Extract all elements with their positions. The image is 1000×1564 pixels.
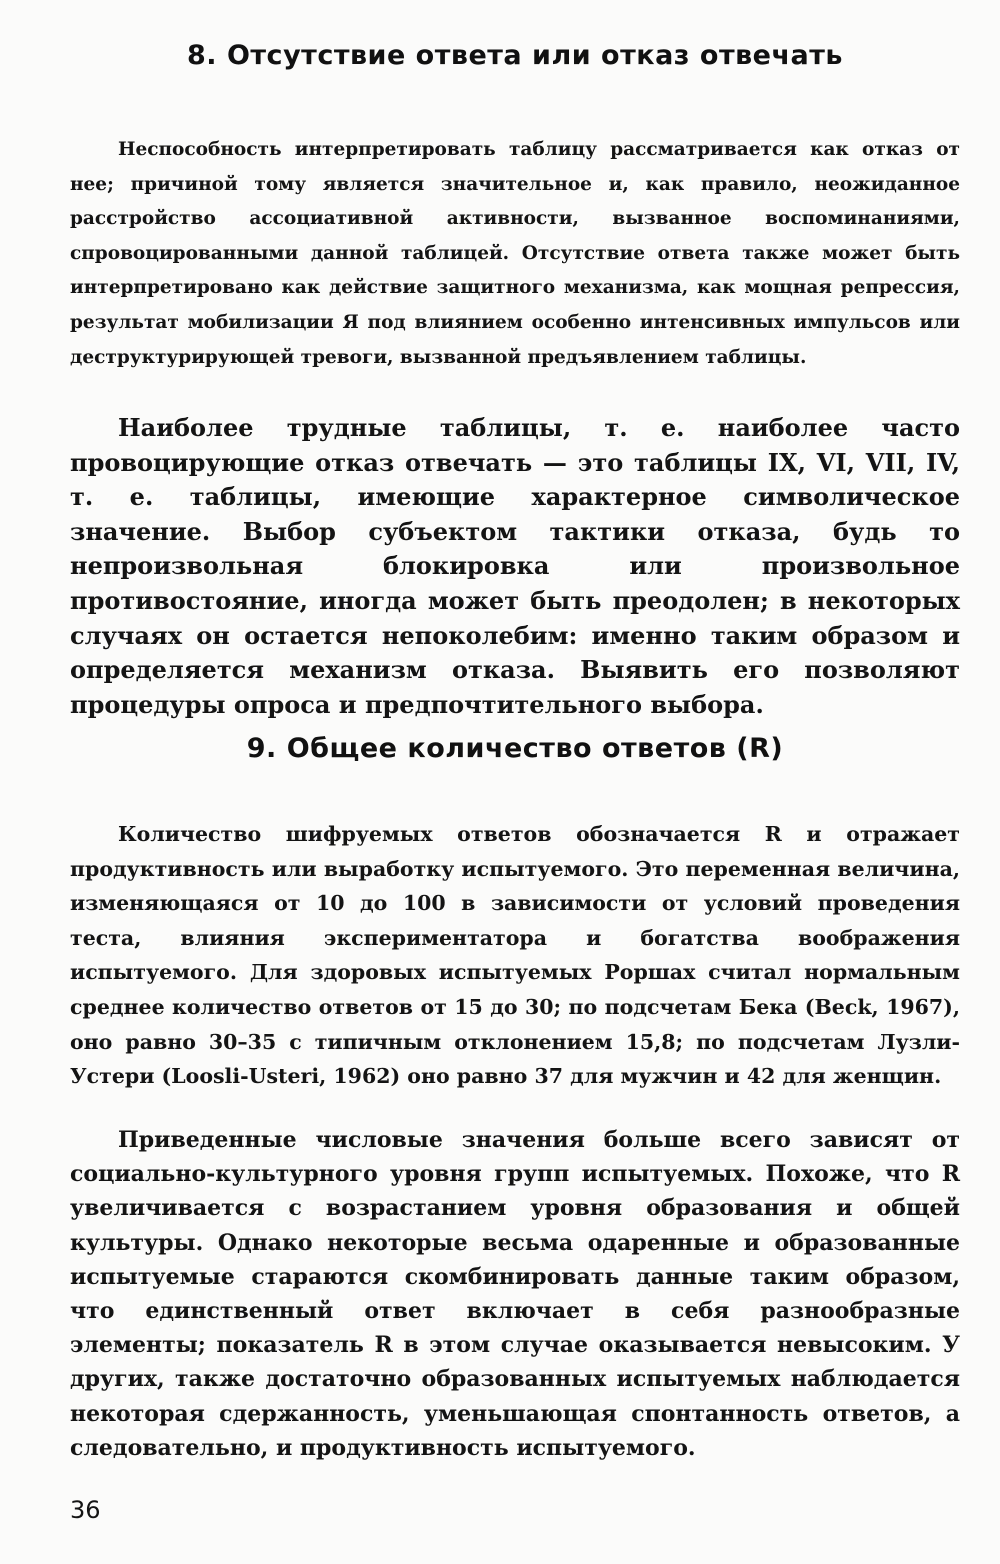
section-8-paragraph-2: Наиболее трудные таблицы, т. е. наиболее часто провоцирующие отказ отвечать — это таблицы IX, VI, VII, IV, т. е. таблицы, имеющие характерное символическое значение. Выбор субъектом тактики отказа, будь то непроизвольная блокировка или произвольное противостояние, иногда может быть преодолен; в некоторых случаях он остается непоколебим: именно таким образом и определяется механизм отказа. Выявить его позволяют процедуры опроса и предпочтительного выбора. [70, 413, 960, 719]
section-8-heading: 8. Отсутствие ответа или отказ отвечать [187, 40, 843, 71]
section-9-paragraph-2: Приведенные числовые значения больше всего зависят от социально-культурного уровня групп испытуемых. Похоже, что R увеличивается с возрастанием уровня образования и общей культуры. Однако некоторые весьма одаренные и образованные испытуемые стараются скомбинировать данные таким образом, что единственный ответ включает в себя разнообразные элементы; показатель R в этом случае оказывается невысоким. У других, также достаточно образованных испытуемых наблюдается некоторая сдержанность, уменьшающая спонтанность ответов, а следовательно, и продуктивность испытуемого. [70, 1127, 960, 1461]
section-8-paragraph-1: Неспособность интерпретировать таблицу рассматривается как отказ от нее; причиной тому является значительное и, как правило, неожиданное расстройство ассоциативной активности, вызванное воспоминаниями, спровоцированными данной таблицей. Отсутствие ответа также может быть интерпретировано как действие защитного механизма, как мощная репрессия, результат мобилизации Я под влиянием особенно интенсивных импульсов или деструктурирующей тревоги, вызванной предъявлением таблицы. [70, 139, 960, 368]
section-9-paragraph-1: Количество шифруемых ответов обозначается R и отражает продуктивность или выработку испытуемого. Это переменная величина, изменяющаяся от 10 до 100 в зависимости от условий проведения теста, влияния экспериментатора и богатства воображения испытуемого. Для здоровых испытуемых Роршах считал нормальным среднее количество ответов от 15 до 30; по подсчетам Бека (Beck, 1967), оно равно 30–35 с типичным отклонением 15,8; по подсчетам Лузли-Устери (Loosli-Usteri, 1962) оно равно 37 для мужчин и 42 для женщин. [70, 822, 960, 1089]
section-9-heading: 9. Общее количество ответов (R) [246, 733, 784, 764]
page-number: 36 [70, 1496, 101, 1524]
